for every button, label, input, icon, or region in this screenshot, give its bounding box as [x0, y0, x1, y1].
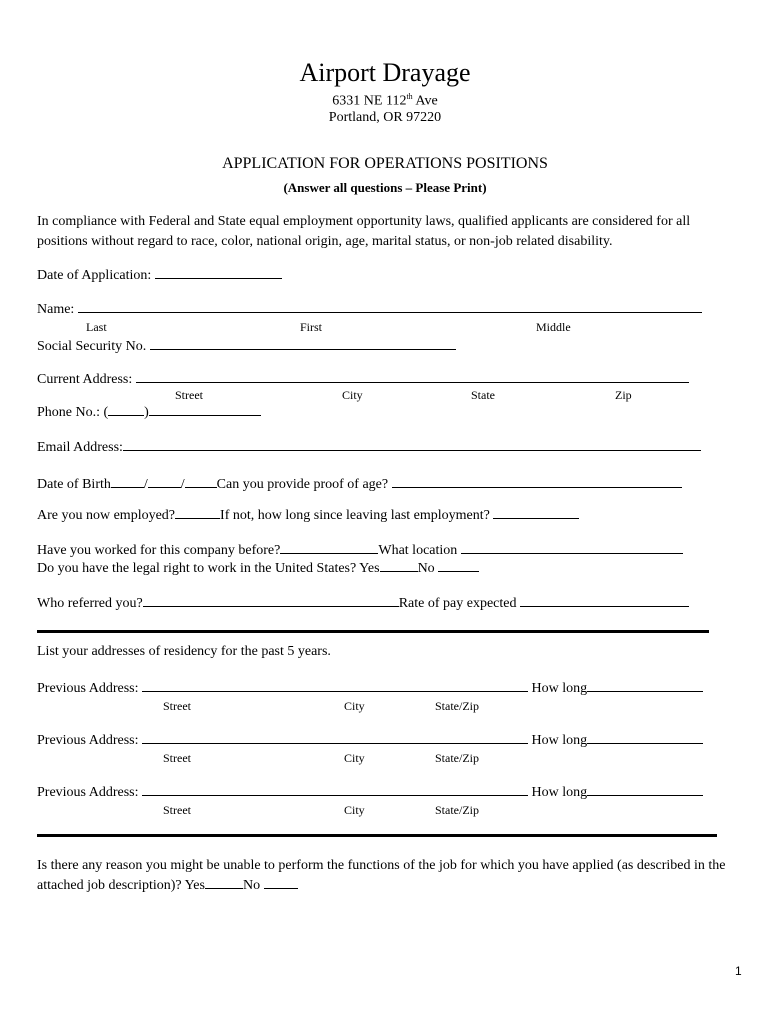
form-instructions: (Answer all questions – Please Print) — [283, 180, 487, 195]
phone-label: Phone No.: ( — [37, 405, 109, 420]
rate-of-pay-label: Rate of pay expected — [398, 596, 517, 611]
proof-of-age-label: Can you provide proof of age? — [216, 477, 389, 492]
legal-right-no-field[interactable] — [438, 559, 479, 572]
legal-right-no-label: No — [417, 561, 435, 576]
phone-number-field[interactable] — [149, 403, 261, 416]
residency-intro: List your addresses of residency for the past 5 years. — [37, 644, 331, 659]
previous-address-field-1[interactable] — [142, 679, 528, 692]
job-functions-yes-field[interactable] — [205, 876, 243, 889]
name-row — [37, 300, 702, 318]
name-field[interactable] — [78, 300, 702, 313]
legal-right-yes-field[interactable] — [380, 559, 418, 572]
name-label: Name: — [37, 302, 75, 317]
date-of-application-field[interactable] — [155, 266, 282, 279]
address-state-caption: State — [471, 388, 495, 402]
ssn-row — [37, 337, 456, 355]
prev-city-caption-2: City — [344, 751, 365, 765]
section-divider-2 — [37, 834, 717, 837]
dob-separator-1: / — [143, 477, 148, 492]
previous-address-label-1: Previous Address: — [37, 681, 139, 696]
current-address-label: Current Address: — [37, 372, 133, 387]
date-of-application-row — [37, 266, 282, 284]
if-not-label: If not, how long since leaving last employment? — [220, 508, 490, 523]
how-long-field-2[interactable] — [587, 731, 703, 744]
legal-right-label: Do you have the legal right to work in the United States? Yes — [37, 561, 380, 576]
referral-row — [37, 594, 689, 612]
phone-row — [37, 403, 261, 421]
address-city-caption: City — [342, 388, 363, 402]
prev-street-caption-2: Street — [163, 751, 191, 765]
legal-right-row — [37, 559, 479, 577]
how-long-field-3[interactable] — [587, 783, 703, 796]
job-functions-question-text: Is there any reason you might be unable to perform the functions of the job for which you have applied (as described in the attached job description)? Yes — [37, 858, 726, 893]
name-last-caption: Last — [86, 320, 107, 334]
worked-before-field[interactable] — [280, 541, 378, 554]
form-title: APPLICATION FOR OPERATIONS POSITIONS — [222, 155, 548, 172]
now-employed-label: Are you now employed? — [37, 508, 176, 523]
job-functions-no-field[interactable] — [264, 876, 298, 889]
name-middle-caption: Middle — [536, 320, 571, 334]
proof-of-age-field[interactable] — [392, 475, 682, 488]
ssn-label: Social Security No. — [37, 339, 147, 354]
how-long-label-2: How long — [531, 733, 588, 748]
dob-label: Date of Birth — [37, 477, 111, 492]
previous-address-field-3[interactable] — [142, 783, 528, 796]
prev-street-caption-3: Street — [163, 803, 191, 817]
what-location-field[interactable] — [461, 541, 683, 554]
section-divider-1 — [37, 630, 709, 633]
company-street — [0, 92, 770, 110]
name-first-caption: First — [300, 320, 323, 334]
previous-address-field-2[interactable] — [142, 731, 528, 744]
ssn-field[interactable] — [150, 337, 456, 350]
job-functions-question — [37, 856, 727, 896]
email-row — [37, 438, 701, 456]
prev-state-zip-caption-3: State/Zip — [435, 803, 479, 817]
date-of-application-label: Date of Application: — [37, 268, 152, 283]
previous-address-row-3 — [37, 783, 703, 801]
now-employed-field[interactable] — [175, 506, 220, 519]
prev-state-zip-caption-1: State/Zip — [435, 699, 479, 713]
phone-area-code-field[interactable] — [108, 403, 144, 416]
previous-address-row-2 — [37, 731, 703, 749]
email-label: Email Address: — [37, 440, 123, 455]
dob-day-field[interactable] — [148, 475, 181, 488]
company-name: Airport Drayage — [299, 58, 471, 87]
prev-street-caption-1: Street — [163, 699, 191, 713]
address-street-caption: Street — [175, 388, 203, 402]
street-suffix: Ave — [412, 93, 438, 109]
worked-before-row — [37, 541, 683, 559]
job-functions-no-label: No — [242, 878, 261, 893]
email-field[interactable] — [123, 438, 701, 451]
current-address-field[interactable] — [136, 370, 689, 383]
prev-city-caption-1: City — [344, 699, 365, 713]
referred-label: Who referred you? — [37, 596, 143, 611]
dob-row — [37, 475, 682, 493]
previous-address-label-3: Previous Address: — [37, 785, 139, 800]
prev-state-zip-caption-2: State/Zip — [435, 751, 479, 765]
prev-city-caption-3: City — [344, 803, 365, 817]
how-long-label-1: How long — [531, 681, 588, 696]
dob-month-field[interactable] — [111, 475, 144, 488]
employment-row — [37, 506, 579, 524]
address-zip-caption: Zip — [615, 388, 632, 402]
street-ordinal: th — [406, 92, 413, 101]
dob-year-field[interactable] — [185, 475, 217, 488]
previous-address-row-1 — [37, 679, 703, 697]
eeo-statement: In compliance with Federal and State equal employment opportunity laws, qualified applicants are considered for all positions without regard to race, color, national origin, age, marital status, or non-job related disability. — [37, 214, 691, 249]
phone-paren: ) — [144, 405, 149, 420]
worked-before-label: Have you worked for this company before? — [37, 543, 281, 558]
what-location-label: What location — [378, 543, 458, 558]
rate-of-pay-field[interactable] — [520, 594, 689, 607]
street-number: 6331 NE 112 — [332, 93, 407, 109]
dob-separator-2: / — [180, 477, 185, 492]
how-long-field-1[interactable] — [587, 679, 703, 692]
previous-address-label-2: Previous Address: — [37, 733, 139, 748]
company-city: Portland, OR 97220 — [328, 110, 442, 125]
time-since-employment-field[interactable] — [493, 506, 579, 519]
page-number: 1 — [735, 964, 742, 978]
current-address-row — [37, 370, 689, 388]
referred-field[interactable] — [143, 594, 399, 607]
how-long-label-3: How long — [531, 785, 588, 800]
